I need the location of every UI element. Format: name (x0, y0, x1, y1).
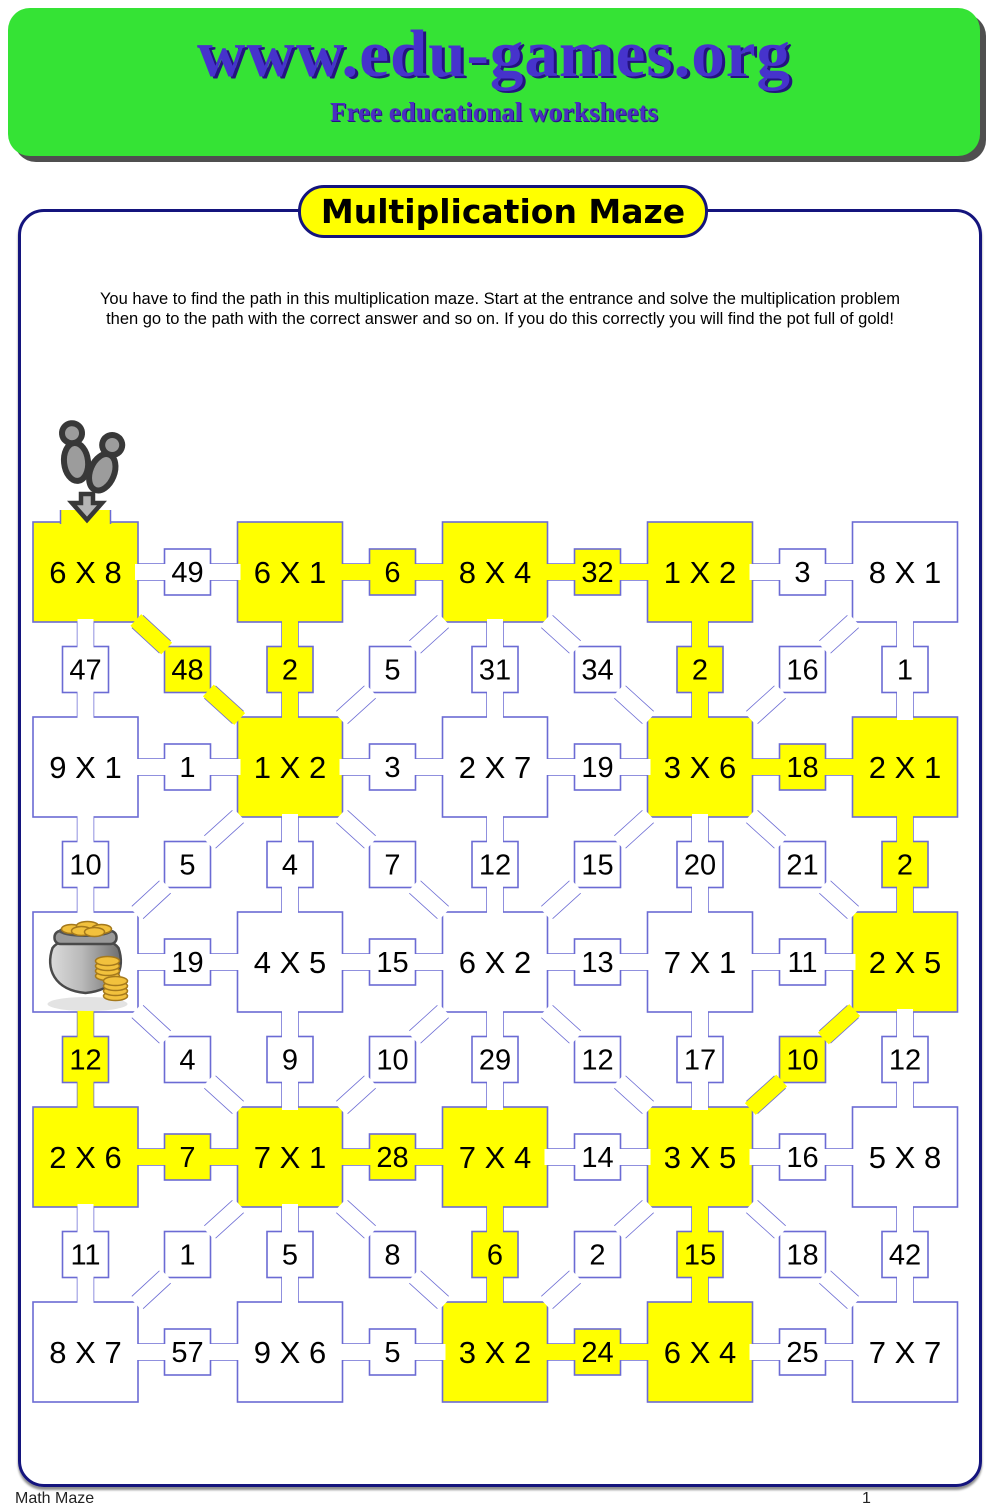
site-url: www.edu-games.org (197, 17, 791, 91)
maze-corridor-mouth (545, 1149, 578, 1165)
maze-corridor-mouth (340, 954, 373, 970)
maze-answer-label: 5 (281, 1239, 299, 1272)
maze-answer-label: 19 (581, 752, 614, 785)
maze-corridor-mouth (282, 1204, 298, 1235)
maze-problem-label: 4 X 5 (253, 944, 327, 980)
maze-answer-label: 5 (384, 1337, 401, 1370)
maze-answer-label: 5 (179, 849, 196, 882)
maze-corridor-mouth (78, 1080, 94, 1111)
maze-answer-label: 10 (69, 849, 102, 882)
maze-answer-label: 31 (478, 654, 512, 687)
maze-corridor-mouth (282, 1009, 298, 1040)
maze-corridor-mouth (335, 685, 377, 725)
maze-problem-label: 3 X 2 (458, 1334, 532, 1370)
instructions-line2: then go to the path with the correct answer and so on. If you do this correctly you will find the pot full of gold! (106, 310, 894, 329)
maze-answer-label: 13 (581, 947, 614, 980)
maze-answer-label: 12 (581, 1044, 614, 1077)
maze-answer-label: 16 (786, 1142, 819, 1175)
maze-corridor-mouth (618, 564, 651, 580)
maze-corridor-mouth (750, 564, 783, 580)
maze-corridor-mouth (823, 1149, 856, 1165)
maze-answer-label: 14 (581, 1142, 614, 1175)
maze-answer-label: 18 (786, 752, 819, 785)
maze-corridor-mouth (203, 1075, 245, 1115)
maze-corridor-mouth (545, 759, 578, 775)
maze-answer-label: 15 (376, 947, 409, 980)
maze-corridor-mouth (208, 1149, 241, 1165)
maze-corridor-mouth (692, 619, 708, 650)
maze-corridor-mouth (692, 1009, 708, 1040)
maze-answer-label: 7 (179, 1142, 196, 1175)
maze-corridor-mouth (540, 880, 582, 920)
maze-answer-label: 17 (683, 1044, 717, 1077)
maze-answer-label: 28 (376, 1142, 409, 1175)
maze-corridor-mouth (487, 1204, 503, 1235)
maze-problem-label: 9 X 1 (49, 749, 122, 785)
maze-corridor-mouth (130, 614, 172, 654)
maze-corridor-mouth (745, 1199, 787, 1239)
maze-corridor-mouth (282, 690, 298, 721)
maze-problem-label: 8 X 1 (868, 554, 942, 590)
maze-corridor-mouth (130, 1270, 172, 1310)
maze-answer-label: 29 (478, 1044, 512, 1077)
maze-corridor-mouth (818, 880, 860, 920)
maze-answer-label: 4 (179, 1044, 196, 1077)
maze-corridor-mouth (692, 1275, 708, 1306)
maze-answer-label: 19 (171, 947, 204, 980)
maze-answer-label: 57 (171, 1337, 204, 1370)
maze-problem-label: 3 X 6 (663, 749, 737, 785)
maze-corridor-mouth (745, 1075, 787, 1115)
maze-corridor-mouth (487, 814, 503, 845)
maze-problem-label: 8 X 4 (458, 554, 532, 590)
maze-corridor-mouth (545, 1344, 578, 1360)
maze-problem-label: 7 X 4 (458, 1139, 532, 1175)
maze-corridor-mouth (823, 759, 856, 775)
maze-problem-label: 6 X 4 (663, 1334, 737, 1370)
maze-answer-label: 25 (786, 1337, 819, 1370)
maze-corridor-mouth (78, 690, 94, 721)
maze-corridor-mouth (130, 880, 172, 920)
maze-problem-label: 2 X 6 (49, 1139, 122, 1175)
maze-corridor-mouth (692, 1080, 708, 1111)
maze-corridor-mouth (897, 1204, 913, 1235)
instructions-text (40, 289, 960, 329)
maze-answer-label: 32 (581, 557, 614, 590)
maze-corridor-mouth (208, 1344, 241, 1360)
maze-answer-label: 20 (683, 849, 717, 882)
maze-corridor-mouth (618, 1149, 651, 1165)
maze-answer-label: 18 (786, 1239, 819, 1272)
maze-corridor-mouth (823, 564, 856, 580)
maze-answer-label: 15 (683, 1239, 717, 1272)
maze-corridor-mouth (408, 614, 450, 654)
maze-problem-label: 8 X 7 (49, 1334, 122, 1370)
maze-corridor-mouth (282, 1275, 298, 1306)
maze-corridor-mouth (692, 1204, 708, 1235)
maze-corridor-mouth (540, 1004, 582, 1044)
maze-corridor-mouth (897, 885, 913, 916)
maze-answer-label: 6 (486, 1239, 504, 1272)
maze-answer-label: 42 (888, 1239, 922, 1272)
maze-corridor-mouth (487, 1275, 503, 1306)
maze-answer-label: 11 (787, 947, 818, 980)
maze-problem-label: 2 X 1 (868, 749, 942, 785)
maze-answer-label: 47 (69, 654, 102, 687)
maze-corridor-mouth (408, 880, 450, 920)
maze-answer-label: 2 (691, 654, 709, 687)
maze-answer-label: 7 (384, 849, 401, 882)
maze-answer-label: 2 (281, 654, 299, 687)
maze-corridor-mouth (78, 885, 94, 916)
maze-corridor-mouth (335, 1199, 377, 1239)
maze-answer-label: 48 (171, 654, 204, 687)
maze-answer-label: 2 (589, 1239, 606, 1272)
maze-answer-label: 16 (786, 654, 819, 687)
maze-corridor-mouth (823, 1344, 856, 1360)
maze-problem-label: 1 X 2 (663, 554, 737, 590)
maze-answer-label: 10 (376, 1044, 409, 1077)
maze-corridor-mouth (413, 564, 446, 580)
maze-problem-label: 6 X 2 (458, 944, 532, 980)
maze-corridor-mouth (897, 1275, 913, 1306)
maze-corridor-mouth (540, 614, 582, 654)
maze-corridor-mouth (618, 1344, 651, 1360)
worksheet-title: Multiplication Maze (298, 185, 708, 238)
maze-corridor-mouth (750, 759, 783, 775)
maze-corridor-mouth (413, 954, 446, 970)
maze-problem-label: 7 X 1 (663, 944, 737, 980)
maze-corridor-mouth (545, 954, 578, 970)
maze-corridor-mouth (282, 885, 298, 916)
maze-corridor-mouth (545, 564, 578, 580)
maze-corridor-mouth (487, 619, 503, 650)
maze-corridor-mouth (897, 690, 913, 721)
maze-corridor-mouth (818, 614, 860, 654)
maze-answer-label: 3 (384, 752, 401, 785)
down-arrow-icon (72, 494, 102, 520)
footprints-icon (60, 422, 128, 494)
maze-corridor-mouth (897, 619, 913, 650)
footer-page-number: 1 (862, 1490, 871, 1507)
maze-corridor-mouth (487, 1080, 503, 1111)
maze-answer-label: 2 (896, 849, 914, 882)
maze-corridor-mouth (208, 759, 241, 775)
maze-answer-label: 9 (281, 1044, 299, 1077)
maze-corridor-mouth (897, 1009, 913, 1040)
maze-problem-label: 6 X 1 (253, 554, 327, 590)
maze-answer-label: 15 (581, 849, 614, 882)
maze-corridor-mouth (613, 1075, 655, 1115)
maze-corridor-mouth (78, 814, 94, 845)
maze-answer-label: 21 (786, 849, 819, 882)
footer-left-text: Math Maze (15, 1490, 95, 1507)
maze-corridor-mouth (282, 619, 298, 650)
maze-corridor-mouth (692, 814, 708, 845)
maze-corridor-mouth (613, 685, 655, 725)
maze-corridor-mouth (818, 1270, 860, 1310)
instructions-line1: You have to find the path in this multiplication maze. Start at the entrance and solve the multiplication problem (99, 290, 901, 308)
maze-corridor-mouth (340, 759, 373, 775)
maze-corridor-mouth (78, 619, 94, 650)
maze-problem-label: 7 X 1 (253, 1139, 327, 1175)
maze-answer-label: 12 (69, 1044, 102, 1077)
maze-answer-label: 11 (70, 1239, 101, 1272)
maze-corridor-mouth (340, 1149, 373, 1165)
maze-corridor-mouth (335, 1075, 377, 1115)
maze-corridor-mouth (750, 1149, 783, 1165)
maze-corridor-mouth (340, 564, 373, 580)
maze-answer-label: 1 (179, 752, 196, 785)
maze-corridor-mouth (335, 809, 377, 849)
maze-answer-label: 1 (896, 654, 914, 687)
maze-corridor-mouth (750, 954, 783, 970)
maze-corridor-mouth (413, 759, 446, 775)
maze-corridor-mouth (487, 1009, 503, 1040)
maze-corridor-mouth (897, 814, 913, 845)
maze-answer-label: 12 (888, 1044, 922, 1077)
maze-corridor-mouth (78, 1275, 94, 1306)
maze-corridor-mouth (78, 1204, 94, 1235)
site-tagline: Free educational worksheets (330, 97, 658, 127)
maze-problem-label: 5 X 8 (868, 1139, 942, 1175)
maze-corridor-mouth (135, 564, 168, 580)
maze-corridor-mouth (282, 1080, 298, 1111)
maze-corridor-mouth (487, 690, 503, 721)
maze-corridor-mouth (823, 954, 856, 970)
maze-problem-label: 3 X 5 (663, 1139, 737, 1175)
maze-corridor-mouth (818, 1004, 860, 1044)
maze-answer-label: 6 (384, 557, 401, 590)
maze-corridor-mouth (130, 1004, 172, 1044)
maze-corridor-mouth (692, 690, 708, 721)
maze-corridor-mouth (897, 1080, 913, 1111)
maze-entrance-marker (48, 408, 144, 526)
maze-corridor-mouth (135, 954, 168, 970)
maze-corridor-mouth (408, 1004, 450, 1044)
maze-corridor-mouth (282, 814, 298, 845)
maze-corridor-mouth (203, 1199, 245, 1239)
maze-corridor-mouth (745, 685, 787, 725)
maze-corridor-mouth (618, 954, 651, 970)
maze-corridor-mouth (745, 809, 787, 849)
maze-corridor-mouth (692, 885, 708, 916)
maze-corridor-mouth (613, 809, 655, 849)
maze-corridor-mouth (78, 1009, 94, 1040)
maze-corridor-mouth (540, 1270, 582, 1310)
maze-corridor-mouth (135, 1344, 168, 1360)
maze-answer-label: 10 (786, 1044, 819, 1077)
maze-answer-label: 34 (581, 654, 614, 687)
maze-corridor-mouth (203, 685, 245, 725)
maze-corridor-mouth (413, 1149, 446, 1165)
maze-corridor-mouth (613, 1199, 655, 1239)
maze-answer-label: 5 (384, 654, 401, 687)
maze-corridor-mouth (408, 1270, 450, 1310)
maze-answer-label: 1 (179, 1239, 196, 1272)
maze-answer-label: 12 (478, 849, 512, 882)
maze-corridor-mouth (413, 1344, 446, 1360)
maze-corridor-mouth (135, 759, 168, 775)
maze-corridor-mouth (750, 1344, 783, 1360)
maze-problem-label: 6 X 8 (49, 554, 122, 590)
maze-answer-label: 8 (384, 1239, 401, 1272)
maze-corridor-mouth (618, 759, 651, 775)
maze-corridor-mouth (135, 1149, 168, 1165)
maze-answer-label: 3 (794, 557, 811, 590)
maze-problem-label: 7 X 7 (868, 1334, 942, 1370)
maze-problem-label: 2 X 7 (458, 749, 532, 785)
maze-problem-label: 9 X 6 (253, 1334, 327, 1370)
maze-corridor-mouth (208, 564, 241, 580)
maze-answer-label: 4 (281, 849, 299, 882)
maze-corridor-mouth (203, 809, 245, 849)
maze-corridor-mouth (340, 1344, 373, 1360)
maze-corridor-mouth (208, 954, 241, 970)
maze-answer-label: 49 (171, 557, 204, 590)
maze-corridor-mouth (487, 885, 503, 916)
maze-problem-label: 2 X 5 (868, 944, 942, 980)
maze-answer-label: 24 (581, 1337, 614, 1370)
maze-problem-label: 1 X 2 (253, 749, 327, 785)
